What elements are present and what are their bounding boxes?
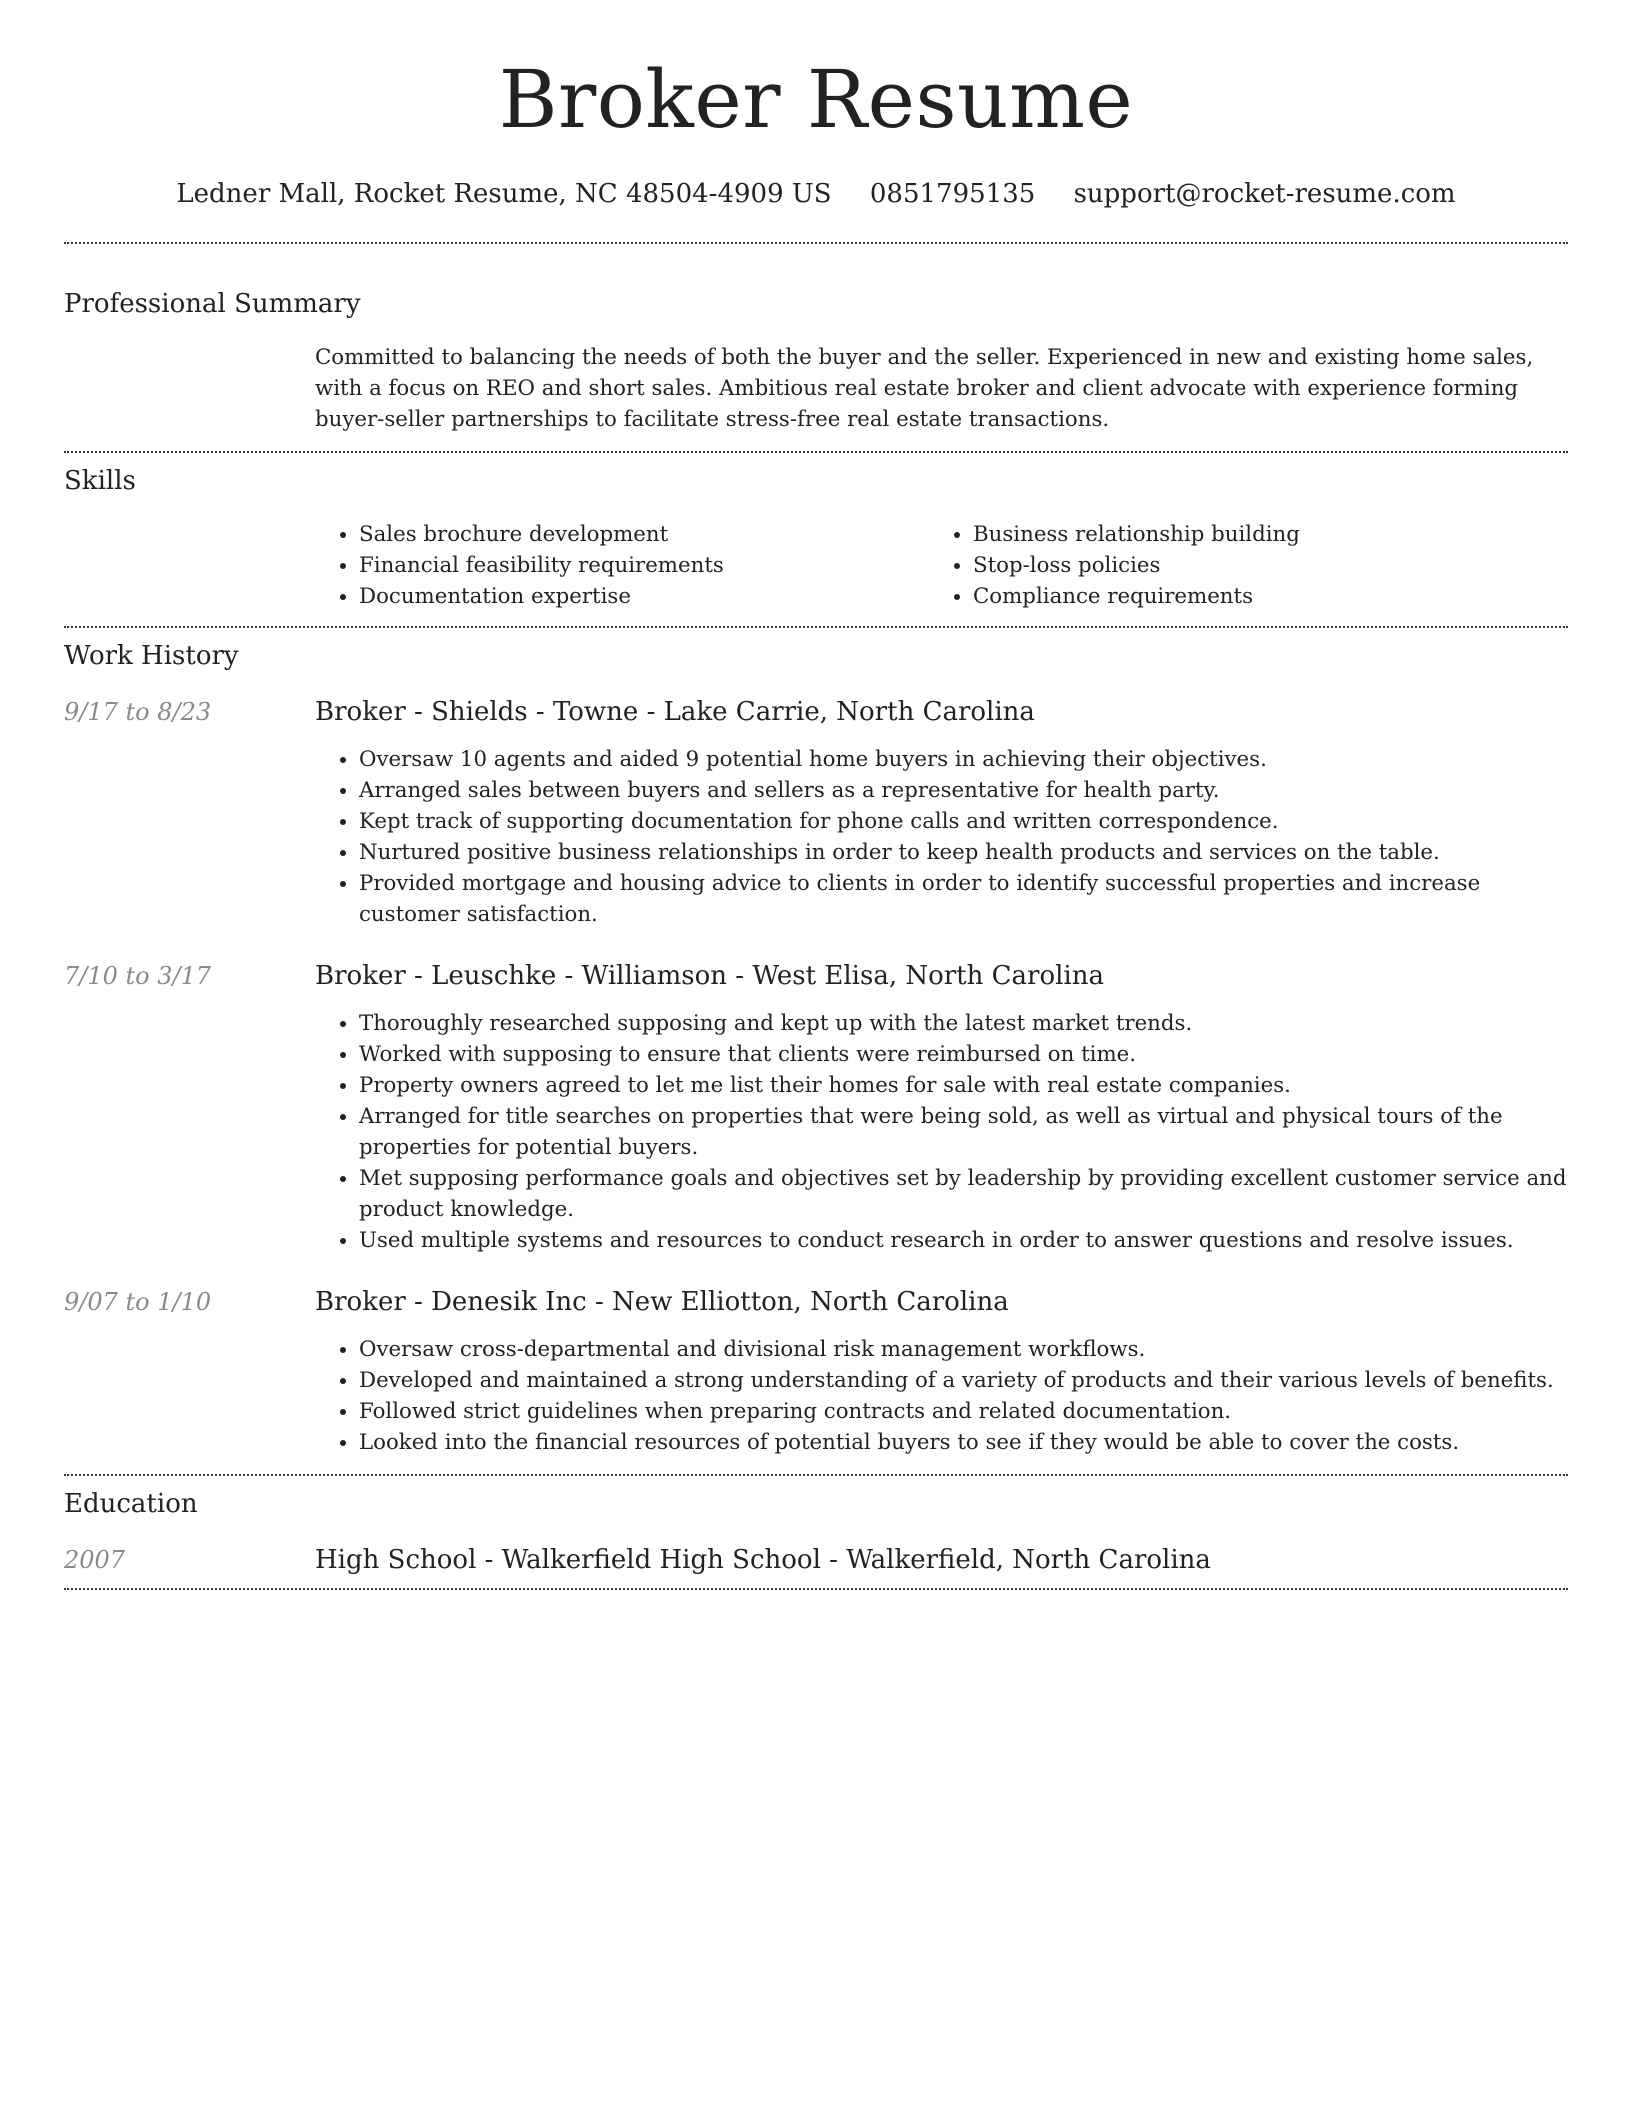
education-divider xyxy=(64,1588,1568,1590)
skills-section xyxy=(64,465,1568,612)
job-bullet: • Oversaw cross-departmental and divisional risk management workflows. xyxy=(359,1334,1568,1365)
job-bullet: • Developed and maintained a strong understanding of a variety of products and their various levels of benefits. xyxy=(359,1365,1568,1396)
job-details xyxy=(315,696,1568,930)
resume-header xyxy=(64,0,1568,210)
phone-text: 0851795135 xyxy=(869,179,1036,209)
job-details xyxy=(315,1286,1568,1458)
job-heading: Broker - Shields - Towne - Lake Carrie, North Carolina xyxy=(315,697,1035,727)
work-history-heading: Work History xyxy=(64,641,239,671)
job-entry xyxy=(64,1286,1568,1458)
skill-item: • Business relationship building xyxy=(973,519,1543,550)
job-heading: Broker - Leuschke - Williamson - West Elisa, North Carolina xyxy=(315,961,1104,991)
job-bullet: • Used multiple systems and resources to conduct research in order to answer questions and resolve issues. xyxy=(359,1225,1568,1256)
job-heading: Broker - Denesik Inc - New Elliotton, North Carolina xyxy=(315,1287,1009,1317)
skill-item: • Stop-loss policies xyxy=(973,550,1543,581)
skills-columns xyxy=(315,519,1568,612)
work-history-section xyxy=(64,640,1568,1458)
job-bullet: • Kept track of supporting documentation for phone calls and written correspondence. xyxy=(359,806,1568,837)
skills-divider xyxy=(64,626,1568,628)
education-section xyxy=(64,1488,1568,1576)
job-bullet: • Met supposing performance goals and objectives set by leadership by providing excellent customer service and product knowledge. xyxy=(359,1163,1568,1225)
summary-text: Committed to balancing the needs of both the buyer and the seller. Experienced in new and existing home sales, with a focus on REO and short sales. Ambitious real estate broker and client advocate with experience forming buyer-seller partnerships to facilitate stress-free real estate transactions. xyxy=(315,345,1534,432)
job-dates: 9/17 to 8/23 xyxy=(64,698,212,726)
skills-heading: Skills xyxy=(64,466,136,496)
education-entry xyxy=(64,1544,1568,1576)
job-bullet: • Nurtured positive business relationships in order to keep health products and services on the table. xyxy=(359,837,1568,868)
header-divider xyxy=(64,242,1568,244)
resume-title: Broker Resume xyxy=(498,53,1134,146)
skill-item: • Sales brochure development xyxy=(359,519,929,550)
education-date: 2007 xyxy=(64,1546,126,1574)
address-text: Ledner Mall, Rocket Resume, NC 48504-4909 US xyxy=(176,179,832,209)
job-dates: 9/07 to 1/10 xyxy=(64,1288,212,1316)
job-bullet: • Arranged for title searches on properties that were being sold, as well as virtual and physical tours of the properties for potential buyers. xyxy=(359,1101,1568,1163)
skills-list-right xyxy=(929,519,1543,612)
job-bullet: • Thoroughly researched supposing and kept up with the latest market trends. xyxy=(359,1008,1568,1039)
job-entry xyxy=(64,960,1568,1256)
summary-divider xyxy=(64,451,1568,453)
resume-page xyxy=(64,0,1568,1590)
summary-heading: Professional Summary xyxy=(64,289,361,319)
skill-item: • Financial feasibility requirements xyxy=(359,550,929,581)
work-divider xyxy=(64,1474,1568,1476)
skill-item: • Documentation expertise xyxy=(359,581,929,612)
job-bullet: • Arranged sales between buyers and sellers as a representative for health party. xyxy=(359,775,1568,806)
contact-line xyxy=(64,178,1568,210)
education-heading-text: High School - Walkerfield High School - Walkerfield, North Carolina xyxy=(315,1545,1211,1575)
job-bullets xyxy=(315,1334,1568,1458)
job-bullet: • Provided mortgage and housing advice to clients in order to identify successful properties and increase customer satisfaction. xyxy=(359,868,1568,930)
job-dates: 7/10 to 3/17 xyxy=(64,962,212,990)
job-bullet: • Looked into the financial resources of potential buyers to see if they would be able to cover the costs. xyxy=(359,1427,1568,1458)
job-bullet: • Worked with supposing to ensure that clients were reimbursed on time. xyxy=(359,1039,1568,1070)
job-bullet: • Followed strict guidelines when preparing contracts and related documentation. xyxy=(359,1396,1568,1427)
education-heading: Education xyxy=(64,1489,198,1519)
skills-list-left xyxy=(315,519,929,612)
skill-item: • Compliance requirements xyxy=(973,581,1543,612)
job-bullets xyxy=(315,1008,1568,1256)
job-details xyxy=(315,960,1568,1256)
job-bullets xyxy=(315,744,1568,930)
job-entry xyxy=(64,696,1568,930)
email-text: support@rocket-resume.com xyxy=(1073,179,1456,209)
job-bullet: • Property owners agreed to let me list their homes for sale with real estate companies. xyxy=(359,1070,1568,1101)
professional-summary-section xyxy=(64,288,1568,435)
job-bullet: • Oversaw 10 agents and aided 9 potential home buyers in achieving their objectives. xyxy=(359,744,1568,775)
